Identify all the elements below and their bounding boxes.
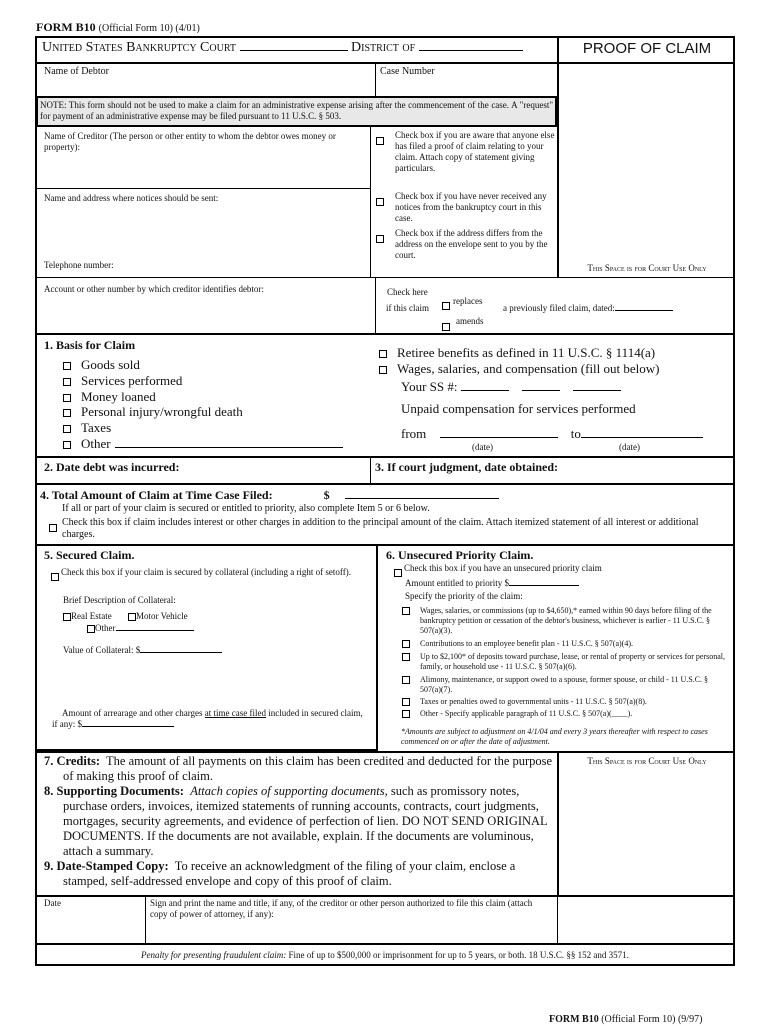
item5-title: 5. Secured Claim. xyxy=(44,548,135,562)
basis-right xyxy=(379,345,660,377)
right-divider xyxy=(557,37,559,277)
priority-item[interactable]: Contributions to an employee benefit plan - 11 U.S.C. § 507(a)(4). xyxy=(401,639,726,652)
check-here-label: Check here xyxy=(387,287,428,297)
collateral-other-blank[interactable] xyxy=(116,630,194,631)
rule xyxy=(36,62,734,64)
priority-checkbox[interactable] xyxy=(394,564,402,582)
priority-item[interactable]: Wages, salaries, or commissions (up to $4,650),* earned within 90 days before filing of the bankruptcy petition or cessation of the debtor's business, whichever is earlier - 11 U.S.C. § 507(a)(3). xyxy=(401,606,726,639)
basis-item[interactable]: Taxes xyxy=(63,420,343,436)
if-this-claim-label: if this claim xyxy=(386,303,429,313)
court-name: United States Bankruptcy Court xyxy=(42,40,237,55)
item2-label: 2. Date debt was incurred: xyxy=(44,460,180,474)
basis-item[interactable]: Services performed xyxy=(63,373,343,389)
basis-item[interactable]: Other xyxy=(63,436,343,452)
creditor-name-label: Name of Creditor (The person or other entity to whom the debtor owes money or property): xyxy=(44,131,336,152)
interest-checkbox[interactable] xyxy=(49,519,57,537)
check1-text: Check box if you are aware that anyone else has filed a proof of claim relating to your claim. Attach copy of statement giving particulars. xyxy=(395,130,555,173)
item9: 9. Date-Stamped Copy: To receive an acknowledgment of the filing of your claim, enclose a stamped, self-addressed envelope and copy of this proof of claim. xyxy=(44,859,516,888)
rule xyxy=(557,896,558,944)
from-date-blank[interactable] xyxy=(440,437,558,438)
rule xyxy=(36,483,734,485)
basis-item[interactable]: Personal injury/wrongful death xyxy=(63,404,343,420)
item3-label: 3. If court judgment, date obtained: xyxy=(375,460,558,474)
case-number-label: Case Number xyxy=(380,66,435,77)
ss-row xyxy=(401,379,621,395)
secured-check-text: Check this box if your claim is secured by collateral (including a right of setoff). xyxy=(61,567,352,577)
collateral-value: Value of Collateral: $ xyxy=(63,645,222,656)
priority-list xyxy=(401,606,726,721)
secured-checkbox[interactable] xyxy=(51,568,59,586)
check2-box[interactable] xyxy=(376,193,384,211)
collateral-other-label: Other xyxy=(95,623,116,633)
rule xyxy=(36,751,734,753)
right-divider-lower xyxy=(557,752,559,895)
amends-label: amends xyxy=(456,316,484,326)
telephone-label: Telephone number: xyxy=(44,260,114,270)
penalty-text: Penalty for presenting fraudulent claim: Fine of up to $500,000 or imprisonment for up to 5 years, or both. 18 U.S.C. §§ 152 and 3571. xyxy=(141,950,629,960)
previously-filed-label: a previously filed claim, dated: xyxy=(503,303,673,314)
rule xyxy=(36,456,734,458)
rule xyxy=(370,127,371,277)
address-label: Name and address where notices should be sent: xyxy=(44,193,219,203)
real-estate-label: Real Estate xyxy=(71,611,112,621)
to-date-caption: (date) xyxy=(619,442,640,452)
motor-vehicle-checkbox[interactable] xyxy=(128,613,136,621)
item8: 8. Supporting Documents: Attach copies of supporting documents, such as promissory notes, purchase orders, invoices, itemized statements of running accounts, contracts, court judgments, mortgages, security agreements, and evidence of perfection of lien. DO NOT SEND ORIGINAL DOCUMENTS. If the documents are not available, explain. If the documents are voluminous, attach a summary. xyxy=(44,784,548,858)
other-blank[interactable] xyxy=(115,447,343,448)
note-text: NOTE: This form should not be used to make a claim for an administrative expense arising after the commencement of the case. A "request" for payment of an administrative expense may be filed pursuant to 11 U.S.C. § 503. xyxy=(40,100,553,121)
ss-blank-3[interactable] xyxy=(573,390,621,391)
ss-blank-2[interactable] xyxy=(522,390,560,391)
arrearage-text: Amount of arrearage and other charges at time case filed included in secured claim, if any: $ xyxy=(52,708,363,729)
from-date-caption: (date) xyxy=(472,442,493,452)
rule xyxy=(145,896,146,944)
from-to-row: from to xyxy=(401,426,703,442)
replaces-label: replaces xyxy=(453,296,483,306)
basis-item[interactable]: Money loaned xyxy=(63,389,343,405)
replaces-checkbox[interactable] xyxy=(442,297,450,315)
rule xyxy=(36,188,370,189)
unpaid-label: Unpaid compensation for services performed xyxy=(401,401,636,416)
motor-vehicle-label: Motor Vehicle xyxy=(135,611,188,621)
court-use-label-2: This Space is for Court Use Only xyxy=(587,756,707,766)
court-blank[interactable] xyxy=(240,50,348,51)
court-use-label: This Space is for Court Use Only xyxy=(587,263,707,273)
form-id: FORM B10 xyxy=(36,20,96,34)
priority-item[interactable]: Alimony, maintenance, or support owed to a spouse, former spouse, or child - 11 U.S.C. § 507(a)(7). xyxy=(401,675,726,697)
priority-amount: Amount entitled to priority $ xyxy=(405,578,579,589)
basis-title: 1. Basis for Claim xyxy=(44,338,136,352)
item6-title: 6. Unsecured Priority Claim. xyxy=(386,548,534,562)
priority-item[interactable]: Taxes or penalties owed to governmental units - 11 U.S.C. § 507(a)(8). xyxy=(401,697,726,709)
item4-line1: If all or part of your claim is secured or entitled to priority, also complete Item 5 or 6 below. xyxy=(62,503,430,514)
collateral-label: Brief Description of Collateral: xyxy=(63,595,176,605)
priority-check-text: Check this box if you have an unsecured priority claim xyxy=(404,563,602,573)
priority-item[interactable]: Other - Specify applicable paragraph of 11 U.S.C. § 507(a)(____). xyxy=(401,709,726,721)
check3-text: Check box if the address differs from the address on the envelope sent to you by the court. xyxy=(395,228,548,260)
sign-text: Sign and print the name and title, if any, of the creditor or other person authorized to file this claim (attach copy of power of attorney, if any): xyxy=(150,898,533,919)
retiree-item[interactable]: Retiree benefits as defined in 11 U.S.C. § 1114(a) xyxy=(379,345,660,361)
item4-title: 4. Total Amount of Claim at Time Case Filed: $ xyxy=(40,488,499,502)
to-date-blank[interactable] xyxy=(581,437,703,438)
collateral-other-checkbox[interactable] xyxy=(87,625,95,633)
previously-date-blank[interactable] xyxy=(615,310,673,311)
collateral-types xyxy=(63,611,188,622)
proof-of-claim-title: PROOF OF CLAIM xyxy=(582,40,712,57)
item7: 7. Credits: The amount of all payments on this claim has been credited and deducted for the purpose of making this proof of claim. xyxy=(44,754,553,783)
account-label: Account or other number by which creditor identifies debtor: xyxy=(44,284,264,294)
total-amount-blank[interactable] xyxy=(345,498,499,499)
form-note: (Official Form 10) (4/01) xyxy=(98,23,200,34)
item4-line2: Check this box if claim includes interest or other charges in addition to the principal amount of the claim. Attach itemized statement of all interest or additional charges. xyxy=(62,517,699,540)
basis-list xyxy=(63,357,343,452)
items-7-9 xyxy=(44,754,554,889)
rule xyxy=(375,277,376,334)
collateral-value-blank[interactable] xyxy=(140,652,222,653)
check2-text: Check box if you have never received any notices from the bankruptcy court in this case. xyxy=(395,191,547,223)
footer-form-id: FORM B10 (Official Form 10) (9/97) xyxy=(549,1014,703,1025)
name-of-debtor-label: Name of Debtor xyxy=(44,66,109,77)
ss-blank-1[interactable] xyxy=(461,390,509,391)
priority-footnote: *Amounts are subject to adjustment on 4/1/04 and every 3 years thereafter with respect to cases commenced on or after the date of adjustment. xyxy=(401,727,708,746)
arrearage-blank[interactable] xyxy=(82,726,174,727)
rule xyxy=(36,943,734,945)
check3-box[interactable] xyxy=(376,230,384,248)
real-estate-checkbox[interactable] xyxy=(63,613,71,621)
rule xyxy=(36,333,734,335)
district-label: District of xyxy=(351,40,416,55)
ss-label: Your SS #: xyxy=(401,379,458,394)
rule xyxy=(370,457,371,484)
collateral-other xyxy=(87,623,194,634)
wages-item[interactable]: Wages, salaries, and compensation (fill out below) xyxy=(379,361,660,377)
rule xyxy=(375,63,376,97)
basis-item[interactable]: Goods sold xyxy=(63,357,343,373)
district-blank[interactable] xyxy=(419,50,523,51)
check1-box[interactable] xyxy=(376,132,384,150)
form-id-header xyxy=(36,20,200,35)
date-label: Date xyxy=(44,898,61,908)
priority-item[interactable]: Up to $2,100* of deposits toward purchase, lease, or rental of property or services for personal, family, or household use - 11 U.S.C. § 507(a)(6). xyxy=(401,652,726,675)
rule xyxy=(36,277,734,278)
priority-amount-blank[interactable] xyxy=(509,585,579,586)
court-heading xyxy=(42,40,523,56)
rule xyxy=(36,895,734,897)
priority-specify: Specify the priority of the claim: xyxy=(405,591,523,601)
